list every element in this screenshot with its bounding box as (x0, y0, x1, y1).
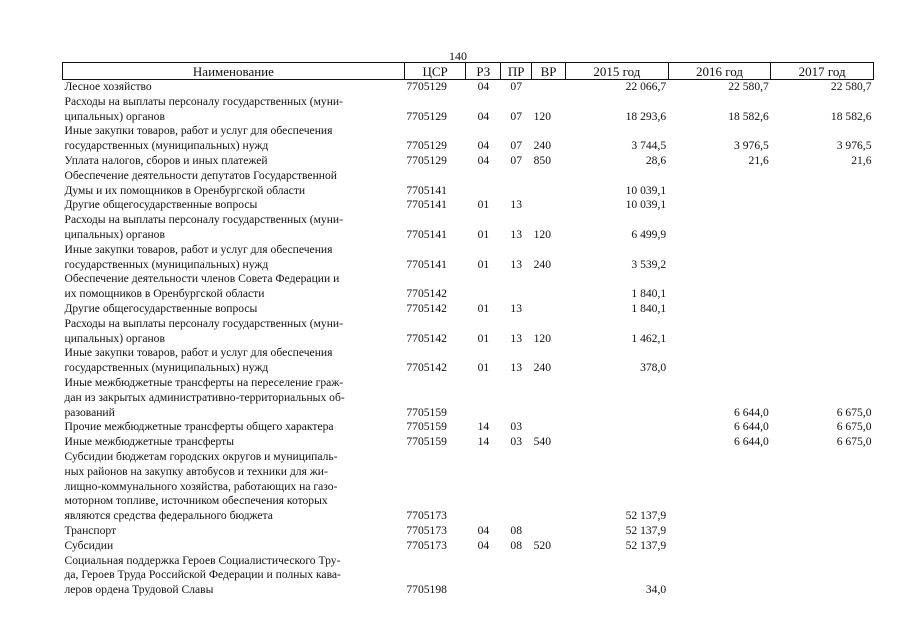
cell-2017: 6 675,0 (836, 435, 872, 449)
cell-name: Расходы на выплаты персоналу государственных (муни- ципальных) органов (64, 94, 343, 123)
cell-2015: 52 137,9 (625, 538, 667, 552)
cell-2015 (566, 420, 669, 435)
table-row (63, 80, 874, 95)
table-header (63, 63, 874, 80)
cell-name: Обеспечение деятельности членов Совета Федерации и их помощников в Оренбургской области (64, 272, 340, 301)
cell-2015: 3 744,5 (631, 139, 667, 153)
cell-pr: 07 (510, 153, 523, 167)
cell-rz (466, 169, 501, 199)
cell-2016: 6 644,0 (734, 435, 769, 449)
cell-pr: 08 (510, 523, 523, 537)
cell-vr (532, 450, 566, 524)
table-row (63, 376, 874, 420)
cell-name: Другие общегосударственные вопросы (64, 198, 258, 212)
cell-vr (532, 302, 566, 317)
page-number: 140 (449, 49, 467, 63)
cell-2015: 1 462,1 (631, 331, 667, 345)
table-row (63, 154, 874, 169)
cell-2015: 52 137,9 (625, 509, 667, 523)
cell-2015: 1 840,1 (631, 301, 667, 315)
cell-2017 (771, 539, 874, 554)
table-row (63, 302, 874, 317)
cell-pr (501, 450, 532, 524)
cell-name: Уплата налогов, сборов и иных платежей (64, 153, 268, 167)
cell-csr: 7705129 (406, 80, 447, 93)
cell-csr: 7705159 (406, 420, 447, 434)
cell-pr (501, 169, 532, 199)
cell-pr (501, 272, 532, 302)
cell-rz: 01 (477, 198, 490, 212)
cell-pr: 13 (510, 227, 523, 241)
header-vr: ВР (532, 63, 566, 80)
cell-vr (532, 376, 566, 420)
cell-vr: 240 (533, 257, 552, 271)
cell-vr: 520 (533, 538, 552, 552)
table-row (63, 346, 874, 376)
cell-rz: 01 (477, 361, 490, 375)
cell-pr (501, 376, 532, 420)
table-row (63, 420, 874, 435)
cell-name: Субсидии (64, 538, 114, 552)
cell-csr: 7705141 (406, 183, 447, 197)
cell-csr: 7705173 (406, 509, 447, 523)
cell-csr: 7705142 (406, 301, 447, 315)
table-row (63, 198, 874, 213)
cell-name: Иные закупки товаров, работ и услуг для обеспечения государственных (муниципальных) нужд (64, 124, 333, 153)
cell-pr: 13 (510, 257, 523, 271)
cell-csr: 7705142 (406, 361, 447, 375)
cell-2017 (771, 198, 874, 213)
cell-2017 (771, 213, 874, 243)
cell-2017 (771, 317, 874, 347)
cell-csr: 7705159 (406, 435, 447, 449)
header-2016: 2016 год (668, 63, 771, 80)
cell-rz: 14 (477, 435, 490, 449)
cell-name: Иные межбюджетные трансферты (64, 435, 235, 449)
cell-vr (532, 169, 566, 199)
cell-vr: 120 (533, 331, 552, 345)
cell-rz: 04 (477, 523, 490, 537)
cell-2017: 3 976,5 (836, 139, 872, 153)
cell-rz (466, 376, 501, 420)
cell-2015 (566, 435, 669, 450)
cell-2015: 28,6 (645, 153, 667, 167)
cell-vr (532, 420, 566, 435)
cell-vr: 120 (533, 227, 552, 241)
cell-2017 (771, 554, 874, 598)
cell-pr: 03 (510, 435, 523, 449)
cell-2016 (668, 302, 771, 317)
cell-csr: 7705141 (406, 257, 447, 271)
cell-2017: 18 582,6 (830, 109, 872, 123)
cell-name: Субсидии бюджетам городских округов и муниципаль- ных районов на закупку автобусов и техники для жи- лищно-коммунального хозяйства, работающих на газо- моторном топливе, источником обеспечения которых являются средства федерального бюджета (64, 449, 338, 523)
cell-2016: 6 644,0 (734, 405, 769, 419)
cell-csr: 7705129 (406, 153, 447, 167)
cell-csr: 7705142 (406, 331, 447, 345)
cell-2017 (771, 524, 874, 539)
cell-2017 (771, 302, 874, 317)
cell-vr: 850 (533, 153, 552, 167)
cell-2016 (668, 554, 771, 598)
cell-2017: 6 675,0 (836, 405, 872, 419)
cell-csr: 7705141 (406, 198, 447, 212)
cell-rz: 04 (477, 139, 490, 153)
cell-2017 (771, 272, 874, 302)
cell-vr: 240 (533, 361, 552, 375)
budget-table (62, 62, 874, 598)
table-row (63, 124, 874, 154)
cell-2016: 22 580,7 (728, 80, 769, 93)
cell-csr: 7705141 (406, 227, 447, 241)
cell-2016: 6 644,0 (734, 420, 769, 434)
table-row (63, 435, 874, 450)
cell-name: Иные закупки товаров, работ и услуг для обеспечения государственных (муниципальных) нужд (64, 242, 333, 271)
cell-csr: 7705159 (406, 405, 447, 419)
cell-2016: 18 582,6 (728, 109, 769, 123)
header-csr: ЦСР (404, 63, 466, 80)
cell-2015: 378,0 (640, 361, 667, 375)
cell-2016: 21,6 (748, 153, 769, 167)
table-row (63, 243, 874, 273)
cell-name: Расходы на выплаты персоналу государственных (муни- ципальных) органов (64, 213, 343, 241)
cell-rz: 01 (477, 227, 490, 241)
cell-csr: 7705129 (406, 109, 447, 123)
cell-2016 (668, 450, 771, 524)
cell-2015: 22 066,7 (625, 80, 667, 93)
cell-vr: 540 (533, 435, 552, 449)
cell-name: Иные закупки товаров, работ и услуг для обеспечения государственных (муниципальных) нужд (64, 346, 333, 375)
cell-rz: 01 (477, 301, 490, 315)
cell-vr (532, 272, 566, 302)
header-2017: 2017 год (771, 63, 874, 80)
cell-rz: 01 (477, 331, 490, 345)
cell-name: Обеспечение деятельности депутатов Государственной Думы и их помощников в Оренбургской области (64, 168, 337, 197)
cell-2017 (771, 450, 874, 524)
cell-2015: 52 137,9 (625, 523, 667, 537)
cell-2016 (668, 317, 771, 347)
table-row (63, 317, 874, 347)
cell-rz: 04 (477, 109, 490, 123)
table-row (63, 95, 874, 125)
cell-name: Иные межбюджетные трансферты на переселение граж- дан из закрытых административно-территориальных об- разований (64, 375, 345, 419)
cell-2016 (668, 243, 771, 273)
cell-vr: 120 (533, 109, 552, 123)
cell-pr: 03 (510, 420, 523, 434)
cell-2017 (771, 243, 874, 273)
cell-vr: 240 (533, 139, 552, 153)
cell-name: Транспорт (64, 523, 117, 537)
cell-2017 (771, 346, 874, 376)
cell-pr: 07 (510, 139, 523, 153)
header-2015: 2015 год (566, 63, 669, 80)
cell-pr: 13 (510, 301, 523, 315)
cell-name: Прочие межбюджетные трансферты общего характера (64, 420, 334, 434)
table-row (63, 272, 874, 302)
cell-rz: 04 (477, 153, 490, 167)
cell-rz: 04 (477, 80, 490, 93)
cell-2015 (566, 376, 669, 420)
cell-pr: 13 (510, 198, 523, 212)
cell-rz: 14 (477, 420, 490, 434)
cell-pr: 08 (510, 538, 523, 552)
table-row (63, 213, 874, 243)
cell-rz (466, 272, 501, 302)
cell-pr (501, 554, 532, 598)
cell-vr (532, 554, 566, 598)
cell-csr: 7705173 (406, 538, 447, 552)
cell-2017: 21,6 (851, 153, 872, 167)
table-row (63, 554, 874, 598)
table-body (63, 80, 874, 598)
cell-2016 (668, 346, 771, 376)
cell-csr: 7705198 (406, 583, 447, 597)
cell-2016 (668, 213, 771, 243)
cell-csr: 7705129 (406, 139, 447, 153)
cell-vr (532, 524, 566, 539)
cell-vr (532, 198, 566, 213)
cell-2016 (668, 169, 771, 199)
cell-2016 (668, 198, 771, 213)
cell-vr (532, 80, 566, 95)
cell-name: Другие общегосударственные вопросы (64, 301, 258, 315)
cell-2016: 3 976,5 (734, 139, 769, 153)
header-pr: ПР (501, 63, 532, 80)
cell-csr: 7705173 (406, 523, 447, 537)
table-row (63, 524, 874, 539)
cell-2017: 6 675,0 (836, 420, 872, 434)
cell-2017 (771, 169, 874, 199)
header-rz: РЗ (466, 63, 501, 80)
cell-2015: 10 039,1 (625, 198, 667, 212)
table-row (63, 169, 874, 199)
cell-name: Социальная поддержка Героев Социалистического Тру- да, Героев Труда Российской Федерации и полных кава- леров ордена Трудовой Славы (64, 553, 341, 597)
cell-rz (466, 450, 501, 524)
table-row (63, 539, 874, 554)
cell-pr: 13 (510, 331, 523, 345)
cell-name: Лесное хозяйство (64, 80, 152, 93)
cell-csr: 7705142 (406, 287, 447, 301)
cell-name: Расходы на выплаты персоналу государственных (муни- ципальных) органов (64, 316, 343, 345)
cell-pr: 07 (510, 109, 523, 123)
header-name: Наименование (63, 63, 405, 80)
cell-rz: 04 (477, 538, 490, 552)
cell-pr: 13 (510, 361, 523, 375)
cell-2015: 34,0 (645, 583, 667, 597)
cell-2017: 22 580,7 (830, 80, 872, 93)
cell-rz (466, 554, 501, 598)
cell-2015: 18 293,6 (625, 109, 667, 123)
cell-2015: 3 539,2 (631, 257, 667, 271)
cell-2015: 10 039,1 (625, 183, 667, 197)
cell-2016 (668, 272, 771, 302)
cell-2015: 6 499,9 (631, 227, 667, 241)
table-row (63, 450, 874, 524)
cell-2016 (668, 524, 771, 539)
cell-2015: 1 840,1 (631, 287, 667, 301)
cell-2016 (668, 539, 771, 554)
cell-pr: 07 (510, 80, 523, 93)
cell-rz: 01 (477, 257, 490, 271)
